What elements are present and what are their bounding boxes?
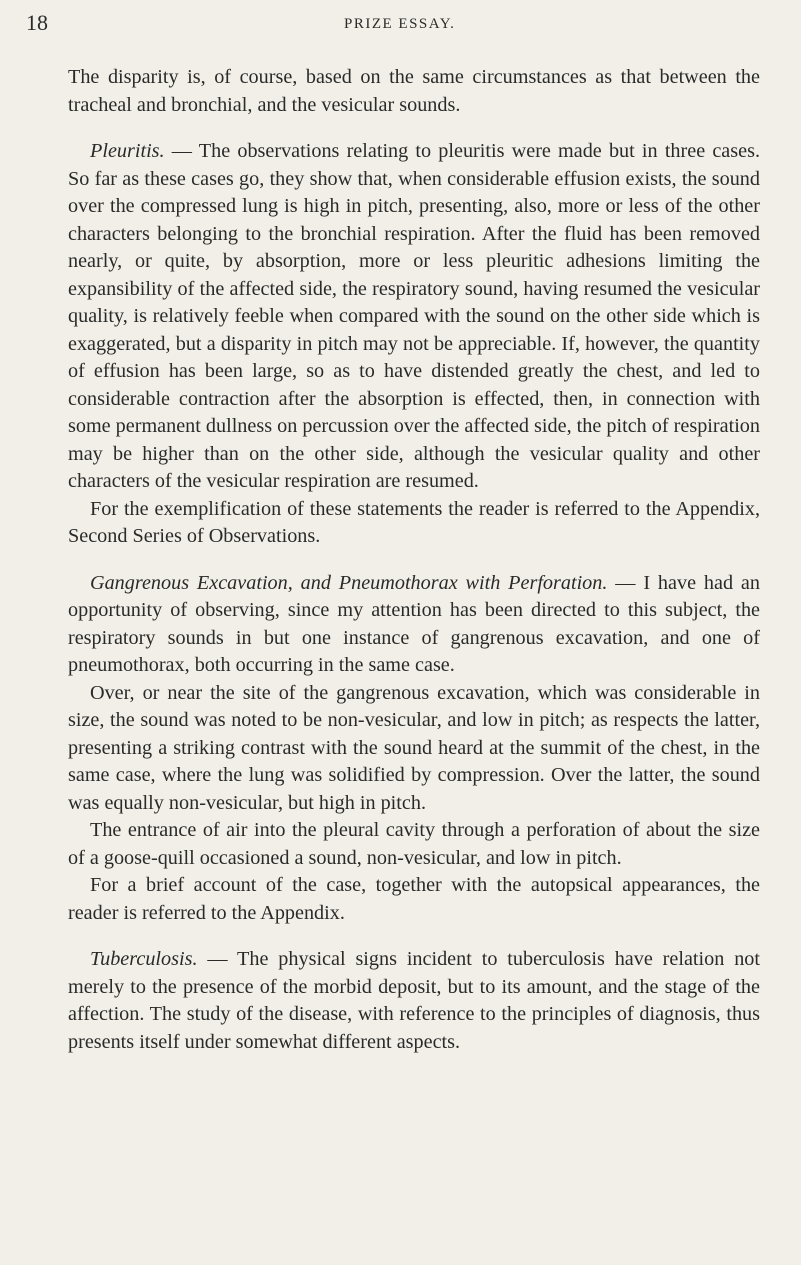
section-heading-pleuritis: Pleuritis. — [90, 140, 165, 162]
paragraph-disparity: The disparity is, of course, based on the same circumstances as that between the tracheal and bronchial, and the vesicular sounds. — [68, 66, 760, 116]
paragraph-exemplification: For the exemplification of these statements the reader is referred to the Appendix, Second Series of Observations. — [68, 497, 760, 547]
section-heading-gangrenous: Gangrenous Excavation, and Pneumothorax with Perforation. — [90, 571, 608, 594]
paragraph-pleuritis: Pleuritis. — The observations relating to pleuritis were made but in three cases. So far as these cases go, they show that, when considerable effusion exists, the sound over the compressed lung is high in pitch, presenting, also, more or less of the other characters belonging to the bronchial respiration. After the fluid has been removed nearly, or quite, by absorption, more or less pleuritic adhesions limiting the expansibility of the affected side, the respiratory sound, having resumed the vesicular quality, is relatively feeble when compared with the sound on the other side which is exaggerated, but a disparity in pitch may not be appreciable. If, however, the quantity of effusion has been large, so as to have distended greatly the chest, and led to considerable contraction after the absorption is effected, then, in connection with some permanent dullness on percussion over the affected side, the pitch of respiration may be higher than on the other side, although the vesicular quality and other characters of the vesicular respiration are resumed. — [68, 140, 760, 492]
page-header — [26, 10, 759, 40]
paragraph-tuberculosis: Tuberculosis. — The physical signs incident to tuberculosis have relation not merely to the presence of the morbid deposit, but to its amount, and the stage of the affection. The study of the disease, with reference to the principles of diagnosis, thus presents itself under somewhat different aspects. — [68, 948, 760, 1053]
section-heading-tuberculosis: Tuberculosis. — [90, 948, 198, 970]
page-number: 18 — [26, 10, 48, 35]
paragraph-air-entrance: The entrance of air into the pleural cavity through a perforation of about the size of a goose-quill occasioned a sound, non-vesicular, and low in pitch. — [68, 819, 760, 869]
running-title: PRIZE ESSAY. — [344, 16, 456, 32]
paragraph-gangrenous: Gangrenous Excavation, and Pneumothorax with Perforation. — I have had an opportunity of observing, since my attention has been directed to this subject, the respiratory sounds in but one instance of gangrenous excavation, and one of pneumothorax, both occurring in the same case. — [68, 571, 760, 676]
paragraph-appendix-ref: For a brief account of the case, together with the autopsical appearances, the reader is referred to the Appendix. — [68, 874, 760, 924]
paragraph-excavation-site: Over, or near the site of the gangrenous excavation, which was considerable in size, the sound was noted to be non-vesicular, and low in pitch; as respects the latter, presenting a striking contrast with the sound heard at the summit of the chest, in the same case, where the lung was solidified by compression. Over the latter, the sound was equally non-vesicular, but high in pitch. — [68, 681, 760, 814]
body-text — [68, 64, 760, 1056]
